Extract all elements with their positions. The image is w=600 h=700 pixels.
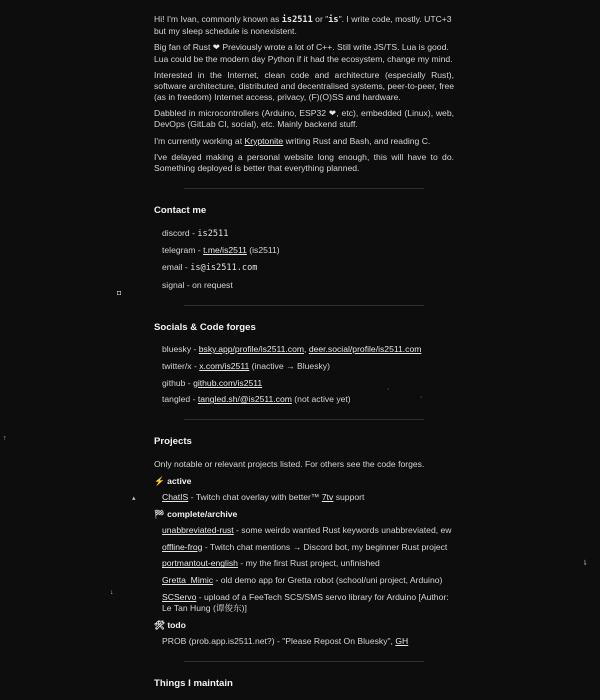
separator: , [304,344,309,355]
telegram-link[interactable]: t.me/is2511 [203,245,247,256]
offline-frog-link[interactable]: offline-frog [162,541,203,552]
contact-list [154,228,454,291]
project-unabbreviated-rust [162,525,454,536]
projects-note: Only notable or relevant projects listed. For others see the code forges. [154,458,425,469]
intro-text: writing Rust and Bash, and reading C. [283,135,431,146]
decorative-particle: ◘ [117,290,122,297]
maintain-section [154,678,454,690]
socials-heading: Socials & Code forges [154,321,256,333]
intro-text: or " [312,14,329,24]
intro-paragraph-2 [154,42,454,64]
social-label: twitter/x - [162,360,200,371]
tools-icon: 🛠 [154,619,165,630]
decorative-particle: ↑ [3,435,7,442]
discord-value: is2511 [197,228,229,239]
social-label: bluesky - [162,344,199,355]
active-heading [154,476,454,487]
social-bluesky [162,344,454,355]
prob-gh-link[interactable]: GH [395,635,409,646]
intro-section [154,0,454,174]
intro-text: Dabbled in microcontrollers (Arduino, ESP32 [154,108,329,119]
intro-text: Big fan of Rust [154,42,213,53]
intro-paragraph-1 [154,14,454,37]
project-prob [162,636,454,647]
contact-label: telegram - [162,245,204,256]
social-label: tangled - [162,394,198,405]
contact-label: email - [162,261,191,272]
project-desc: - Twitch chat mentions → Discord bot, my beginner Rust project [202,541,448,552]
project-desc: - my the first Rust project, unfinished [237,558,380,569]
project-portmantout [162,558,454,569]
contact-email [162,262,454,274]
social-label: github - [162,377,194,388]
projects-section [154,436,454,647]
project-gretta-mimic [162,575,454,586]
heart-icon: ❤ [212,42,220,53]
todo-heading [154,620,454,631]
project-offline-frog [162,542,454,553]
contact-signal: signal - on request [162,279,233,290]
deer-social-link[interactable]: deer.social/profile/is2511.com [308,344,422,355]
tangled-link[interactable]: tangled.sh/@is2511.com [197,394,292,405]
contact-label: discord - [162,227,198,238]
todo-projects-list [154,636,454,647]
project-desc: support [333,492,365,503]
decorative-particle: ↓ [110,589,114,596]
intro-paragraph-4 [154,108,454,130]
github-link[interactable]: github.com/is2511 [193,377,263,388]
twitter-link[interactable]: x.com/is2511 [199,360,250,371]
gretta-mimic-link[interactable]: Gretta_Mimic [162,575,214,586]
section-divider [184,188,424,189]
section-divider [184,661,424,662]
contact-heading: Contact me [154,205,207,217]
chatis-link[interactable]: ChatIS [162,492,189,503]
decorative-particle: · [420,394,423,401]
project-chatis [162,492,454,503]
checkered-flag-icon: 🏁 [154,508,165,519]
intro-paragraph-6: I've delayed making a personal website long enough, this will have to do. Something deployed is better that everything planned. [154,151,454,173]
contact-section [154,205,454,291]
nickname-is2511: is2511 [281,15,313,25]
social-tangled [162,394,454,405]
project-desc: - upload of a FeeTech SCS/SMS servo library for Arduino [Author: Le Tan Hung (谭俊东)] [162,591,449,613]
socials-list [154,344,454,405]
7tv-link[interactable]: 7tv [321,492,334,503]
intro-paragraph-5 [154,136,454,147]
project-desc: PROB (prob.app.is2511.net?) - "Please Repost On Bluesky", [162,635,396,646]
scservo-link[interactable]: SCServo [162,591,197,602]
project-desc: - old demo app for Gretta robot (school/uni project, Arduino) [213,575,443,586]
intro-text: ". I write code, mostly. UTC+3 but my sleep schedule is nonexistent. [154,14,452,37]
intro-text: Hi! I'm Ivan, commonly known as [154,14,282,24]
intro-text: Previously wrote a lot of C++. Still write JS/TS. Lua is good. Lua could be the modern day Python if it had the ecosystem, change my mind. [154,42,453,64]
contact-discord [162,228,454,240]
contact-note: (is2511) [246,245,280,256]
complete-projects-list [154,525,454,614]
complete-title: complete/archive [167,508,238,519]
social-twitter [162,361,454,372]
todo-title: todo [167,619,186,630]
lightning-icon: ⚡ [154,476,165,487]
social-note: (inactive → Bluesky) [249,360,330,371]
decorative-particle: ▴ [132,495,136,502]
bluesky-link[interactable]: bsky.app/profile/is2511.com [198,344,305,355]
project-desc: - Twitch chat overlay with better™ [188,492,322,503]
active-projects-list [154,492,454,503]
contact-telegram [162,245,454,256]
socials-section [154,322,454,406]
complete-heading [154,509,454,520]
kryptonite-link[interactable]: Kryptonite [244,135,284,146]
section-divider [184,419,424,420]
project-scservo [162,592,454,614]
main-content [154,0,454,700]
projects-heading: Projects [154,436,192,448]
project-desc: - some weirdo wanted Rust keywords unabbreviated, ew [233,525,452,536]
intro-text: I'm currently working at [154,135,245,146]
active-title: active [167,476,192,487]
email-value[interactable]: is@is2511.com [190,262,258,273]
portmantout-link[interactable]: portmantout-english [162,558,238,569]
heart-icon: ❤ [328,108,337,119]
unabbreviated-rust-link[interactable]: unabbreviated-rust [162,525,234,536]
decorative-particle: · [387,386,390,393]
social-github [162,378,454,389]
maintain-heading: Things I maintain [154,677,233,689]
intro-text: , etc), embedded (Linux), web, DevOps (GitLab CI, social), etc. Mainly backend stuff. [154,108,454,130]
nickname-is: is [328,15,339,25]
decorative-particle: ⇂ [582,560,588,567]
section-divider [184,305,424,306]
intro-paragraph-3: Interested in the Internet, clean code and architecture (especially Rust), software architecture, distributed and decentralised systems, peer-to-peer, free (as in freedom) Internet access, privacy, (F)(O)SS and hardware. [154,69,454,103]
social-note: (not active yet) [291,394,351,405]
